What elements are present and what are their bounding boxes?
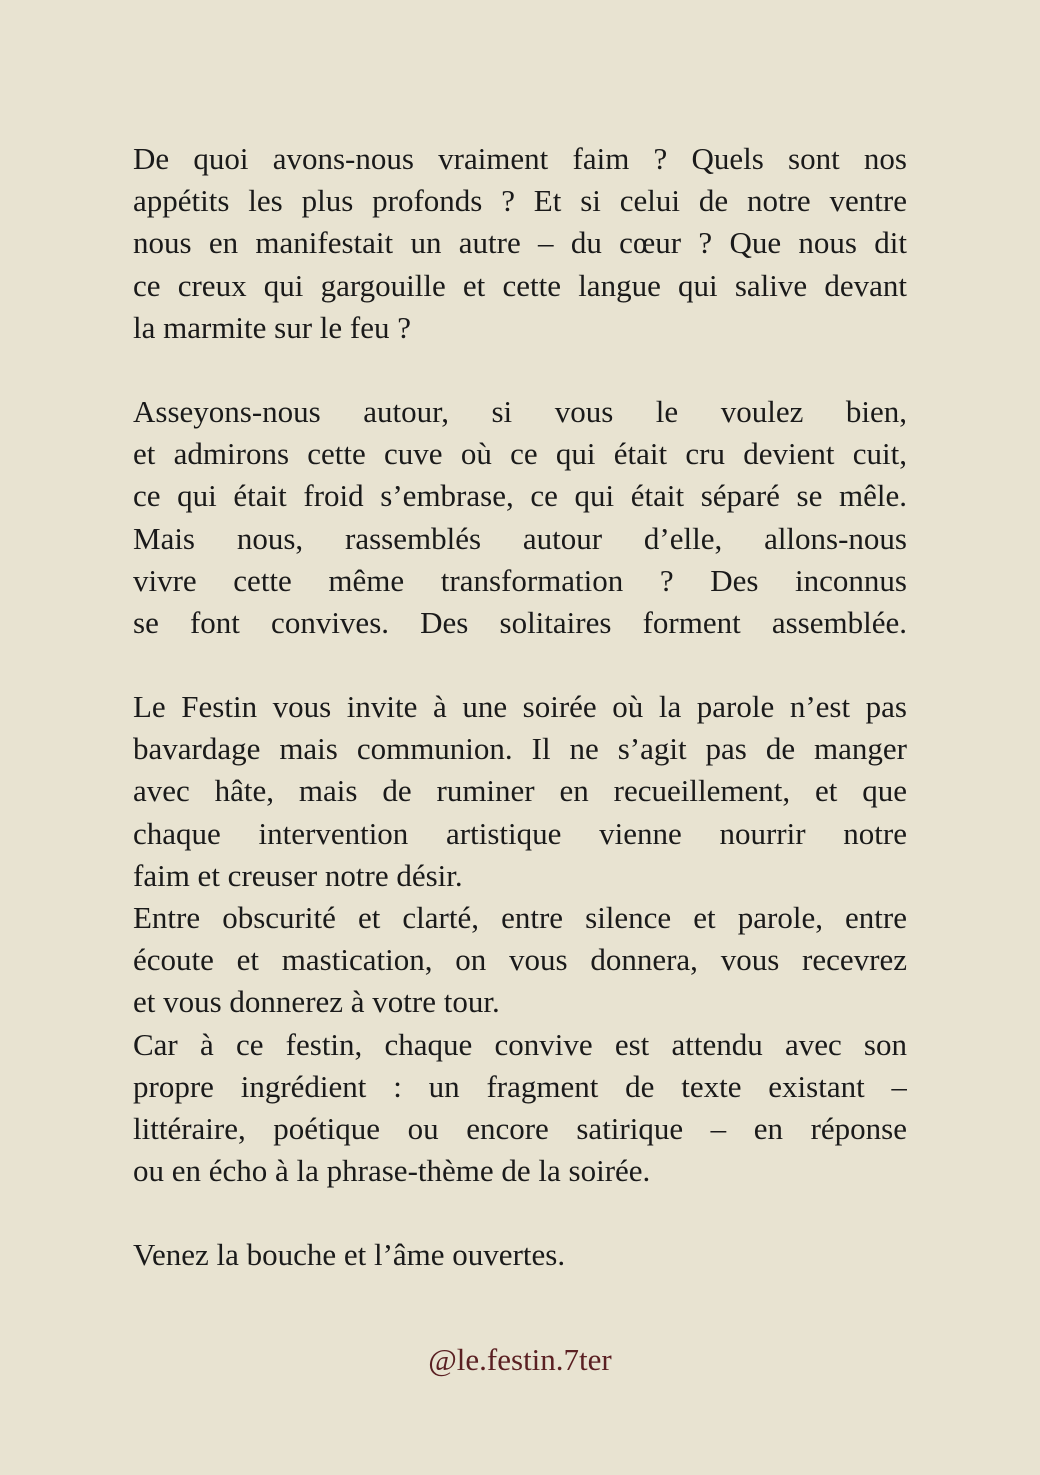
paragraph-gap [133, 644, 907, 686]
text-line: écoute et mastication, on vous donnera, vous recevrez [133, 942, 907, 978]
paragraph-2 [133, 391, 907, 644]
text-line: ce creux qui gargouille et cette langue qui salive devant [133, 267, 907, 303]
text-line: Entre obscurité et clarté, entre silence et parole, entre [133, 900, 907, 935]
text-line: ou en écho à la phrase-thème de la soirée. [133, 1153, 651, 1189]
text-line: et admirons cette cuve où ce qui était cru devient cuit, [133, 436, 907, 472]
text-line: Le Festin vous invite à une soirée où la parole n’est pas [133, 689, 907, 725]
paragraph-gap [133, 1192, 907, 1234]
paragraph-4 [133, 1234, 907, 1276]
text-line: propre ingrédient : un fragment de texte existant – [133, 1068, 907, 1104]
text-line: la marmite sur le feu ? [133, 309, 412, 345]
paragraph-gap [133, 349, 907, 391]
text-line: vivre cette même transformation ? Des inconnus [133, 562, 907, 598]
text-line: appétits les plus profonds ? Et si celui de notre ventre [133, 183, 907, 219]
text-line: et vous donnerez à votre tour. [133, 984, 500, 1020]
text-line: De quoi avons-nous vraiment faim ? Quels sont nos [133, 141, 907, 176]
text-line: se font convives. Des solitaires forment assemblée. [133, 604, 907, 640]
text-line: littéraire, poétique ou encore satirique – en réponse [133, 1110, 907, 1146]
text-line: chaque intervention artistique vienne nourrir notre [133, 815, 907, 851]
instagram-handle: @le.festin.7ter [428, 1342, 612, 1377]
text-line: faim et creuser notre désir. [133, 857, 463, 893]
text-line: ce qui était froid s’embrase, ce qui était séparé se mêle. [133, 478, 907, 514]
invitation-text [133, 138, 907, 1277]
closing-line: Venez la bouche et l’âme ouvertes. [133, 1237, 566, 1273]
text-line: Mais nous, rassemblés autour d’elle, allons-nous [133, 520, 907, 556]
text-line: nous en manifestait un autre – du cœur ? Que nous dit [133, 225, 907, 261]
text-line: avec hâte, mais de ruminer en recueillement, et que [133, 773, 907, 809]
text-line: Car à ce festin, chaque convive est attendu avec son [133, 1026, 907, 1062]
text-line: Asseyons-nous autour, si vous le voulez bien, [133, 393, 907, 429]
paragraph-1 [133, 138, 907, 349]
text-line: bavardage mais communion. Il ne s’agit pas de manger [133, 731, 907, 767]
paragraph-3 [133, 686, 907, 1192]
